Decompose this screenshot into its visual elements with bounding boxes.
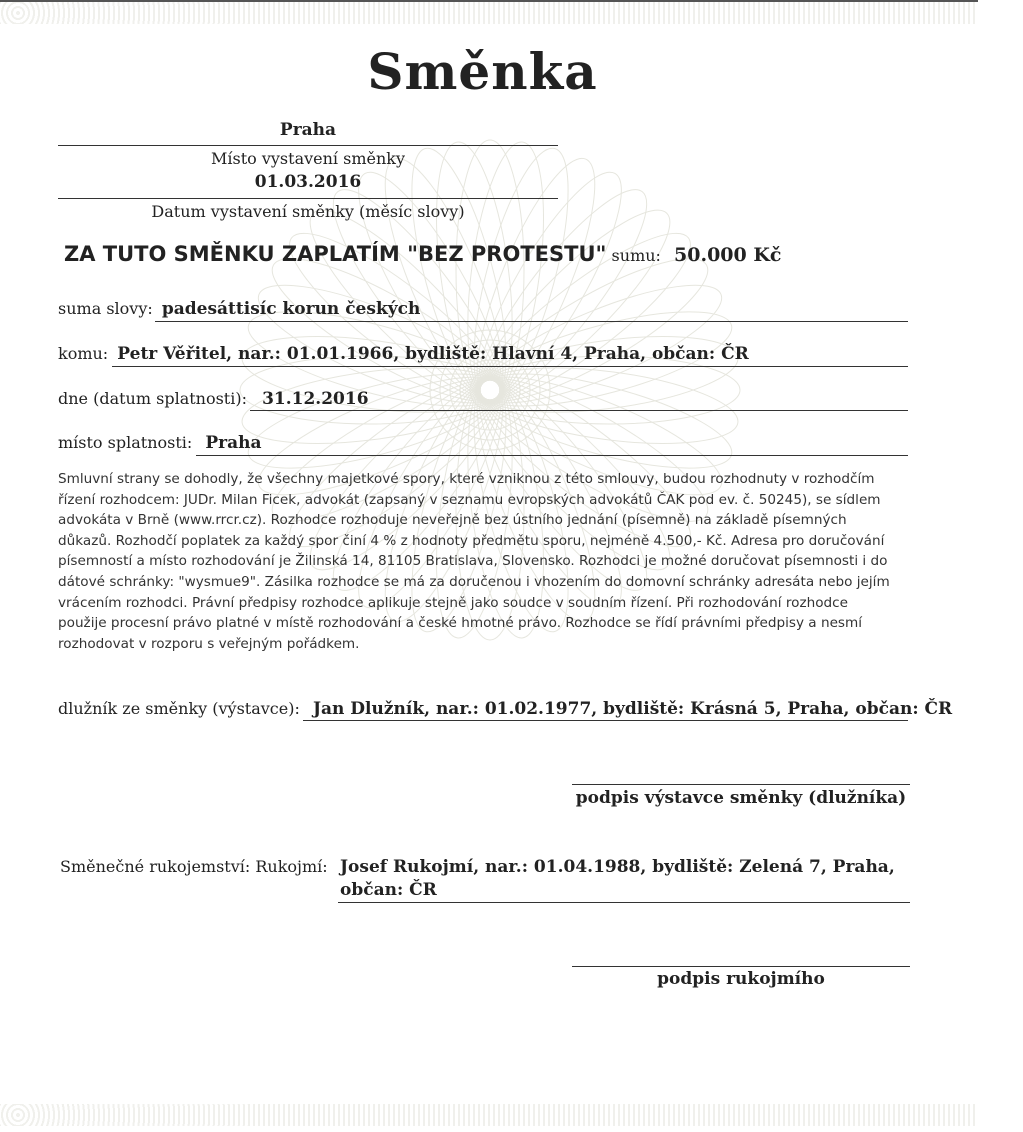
sum-value: 50.000 Kč bbox=[674, 244, 782, 266]
arbitration-line: vrácením rozhodci. Právní předpisy rozhodce aplikuje stejně jako soudce v soudním řízení. Při rozhodování rozhodce bbox=[58, 594, 849, 611]
due-date-label: dne (datum splatnosti): bbox=[58, 389, 247, 408]
due-date-row bbox=[58, 389, 369, 409]
place-of-issue-rule bbox=[58, 145, 558, 146]
date-of-issue-label: Datum vystavení směnky (měsíc slovy) bbox=[151, 202, 465, 221]
payment-place-row bbox=[58, 433, 262, 453]
place-of-issue-value: Praha bbox=[279, 120, 337, 140]
debtor-value: Jan Dlužník, nar.: 01.02.1977, bydliště: Krásná 5, Praha, občan: ČR bbox=[312, 699, 953, 719]
guarantee-value-line1: Josef Rukojmí, nar.: 01.04.1988, bydliště: Zelená 7, Praha, bbox=[340, 857, 895, 877]
arbitration-line: písemností a místo rozhodování je Žilinská 14, 81105 Bratislava, Slovensko. Rozhodci je možné doručovat písemnosti i do bbox=[58, 553, 888, 570]
sum-words-label: suma slovy: bbox=[58, 299, 153, 318]
sum-label: sumu: bbox=[611, 246, 661, 265]
payee-row bbox=[58, 344, 749, 364]
guarantee-rule bbox=[338, 902, 910, 903]
issuer-signature-line bbox=[572, 784, 910, 785]
payment-promise bbox=[64, 242, 781, 266]
arbitration-line: dátové schránky: "wysmue9". Zásilka rozhodce se má za doručenou i vhozením do domovní schránky adresáta nebo jejím bbox=[58, 573, 890, 590]
sum-words-value: padesáttisíc korun českých bbox=[161, 299, 421, 319]
sum-words-rule bbox=[155, 321, 908, 322]
guilloche-border-top bbox=[0, 2, 978, 24]
date-of-issue-rule bbox=[58, 198, 558, 199]
place-of-issue-label: Místo vystavení směnky bbox=[210, 149, 406, 168]
payment-place-rule bbox=[196, 455, 908, 456]
date-of-issue-value: 01.03.2016 bbox=[254, 172, 362, 192]
guarantee-label: Směnečné rukojemství: Rukojmí: bbox=[60, 857, 328, 876]
arbitration-line: řízení rozhodcem: JUDr. Milan Ficek, advokát (zapsaný v seznamu evropských advokátů ČAK pod ev. č. 50245), se sídlem bbox=[58, 491, 881, 508]
guilloche-border-bottom bbox=[0, 1104, 978, 1126]
promise-heading: ZA TUTO SMĚNKU ZAPLATÍM "BEZ PROTESTU" bbox=[64, 242, 607, 266]
guarantee-value-line2: občan: ČR bbox=[340, 880, 437, 900]
debtor-row bbox=[58, 699, 952, 719]
payment-place-value: Praha bbox=[205, 433, 262, 453]
arbitration-line: použije procesní právo platné v místě rozhodování a české hmotné právo. Rozhodce se řídí právními předpisy a nesmí bbox=[58, 615, 863, 632]
arbitration-line: důkazů. Rozhodčí poplatek za každý spor činí 4 % z hodnoty předmětu sporu, nejméně 4.500,- Kč. Adresa pro doručování bbox=[58, 532, 885, 549]
payee-rule bbox=[112, 366, 908, 367]
sum-words-row bbox=[58, 299, 420, 319]
debtor-rule bbox=[303, 720, 908, 721]
arbitration-clause bbox=[58, 469, 910, 654]
arbitration-line: advokáta v Brně (www.rrcr.cz). Rozhodce rozhoduje neveřejně bez ústního jednání (písemně) na základě písemných bbox=[58, 512, 847, 529]
payment-place-label: místo splatnosti: bbox=[58, 433, 193, 452]
document-title: Směnka bbox=[367, 42, 598, 101]
debtor-label: dlužník ze směnky (výstavce): bbox=[58, 699, 300, 718]
arbitration-line: rozhodovat v rozporu s veřejným pořádkem. bbox=[58, 635, 360, 652]
arbitration-line: Smluvní strany se dohodly, že všechny majetkové spory, které vzniknou z této smlouvy, budou rozhodnuty v rozhodčím bbox=[58, 471, 875, 487]
guarantor-signature-line bbox=[572, 966, 910, 967]
guarantor-signature-label: podpis rukojmího bbox=[657, 969, 825, 989]
due-date-rule bbox=[250, 410, 908, 411]
payee-label: komu: bbox=[58, 344, 109, 363]
issuer-signature-label: podpis výstavce směnky (dlužníka) bbox=[575, 788, 907, 808]
due-date-value: 31.12.2016 bbox=[262, 389, 369, 409]
payee-value: Petr Věřitel, nar.: 01.01.1966, bydliště: Hlavní 4, Praha, občan: ČR bbox=[117, 344, 749, 364]
